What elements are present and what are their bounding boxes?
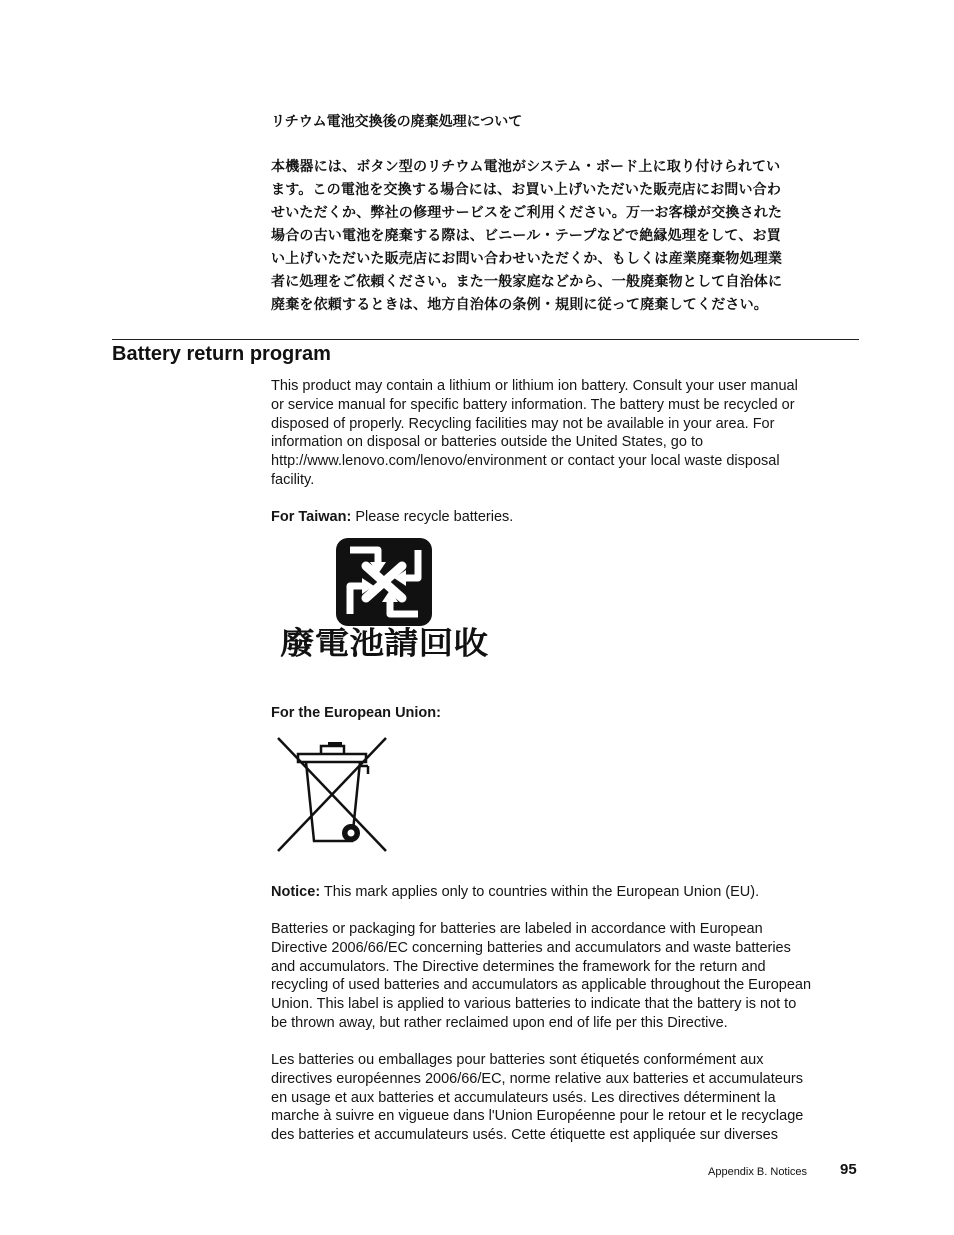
text-line: disposed of properly. Recycling facilities may not be available in your area. For (271, 415, 775, 432)
environment-link-line[interactable]: http://www.lenovo.com/lenovo/environment or contact your local waste disposal (271, 453, 780, 470)
eu-label: For the European Union: (271, 705, 441, 721)
page-number: 95 (840, 1161, 857, 1178)
text-line: en usage et aux batteries et accumulateurs usés. Les directives déterminent la (271, 1089, 776, 1106)
text-line: Les batteries ou emballages pour batteries sont étiquetés conformément aux (271, 1052, 764, 1068)
section-title: Battery return program (112, 343, 331, 365)
japanese-heading: リチウム電池交換後の廃棄処理について (271, 114, 523, 130)
text-line: せいただくか、弊社の修理サービスをご利用ください。万一お客様が交換された (271, 205, 783, 221)
eu-weee-logo (276, 736, 390, 859)
text-line: recycling of used batteries and accumulators as applicable throughout the European (271, 977, 812, 994)
text-line: or service manual for specific battery information. The battery must be recycled or (271, 396, 795, 413)
text-line: 本機器には、ボタン型のリチウム電池がシステム・ボード上に取り付けられてい (271, 159, 781, 175)
text-line: Union. This label is applied to various batteries to indicate that the battery is not to (271, 996, 797, 1013)
text-line: い上げいただいた販売店にお問い合わせいただくか、もしくは産業廃棄物処理業 (271, 251, 783, 267)
text-line: information on disposal or batteries outside the United States, go to (271, 434, 704, 451)
notice-label: Notice: (271, 884, 321, 900)
text-line: des batteries et accumulateurs usés. Cette étiquette est appliquée sur diverses (271, 1127, 778, 1144)
text-line: facility. (271, 471, 315, 488)
eu-paragraph (271, 704, 861, 723)
text-line: directives européennes 2006/66/EC, norme relative aux batteries et accumulateurs (271, 1070, 803, 1087)
crossed-out-wheelie-bin-icon (276, 736, 390, 854)
notice-text: This mark applies only to countries within the European Union (EU). (320, 884, 760, 900)
taiwan-paragraph (271, 508, 861, 527)
footer-section-label: Appendix B. Notices (708, 1166, 808, 1178)
french-paragraph (271, 1051, 861, 1145)
japanese-paragraph (271, 156, 861, 317)
section-divider (112, 339, 859, 340)
text-line: Directive 2006/66/EC concerning batteries and accumulators and waste batteries (271, 939, 791, 956)
taiwan-logo-caption: 廢電池請回收 (280, 626, 488, 661)
text-line: 者に処理をご依頼ください。また一般家庭などから、一般廃棄物として自治体に (271, 274, 783, 290)
text-line: This product may contain a lithium or lithium ion battery. Consult your user manual (271, 378, 798, 394)
taiwan-recycle-icon (278, 536, 493, 661)
notice-paragraph (271, 883, 861, 902)
intro-paragraph (271, 377, 861, 490)
text-line: marche à suivre en vigueue dans l'Union Européenne pour le retour et le recyclage (271, 1108, 804, 1125)
text-line: be thrown away, but rather reclaimed upon end of life per this Directive. (271, 1014, 728, 1031)
taiwan-label: For Taiwan: (271, 509, 352, 525)
taiwan-recycle-logo (278, 536, 493, 666)
text-line: 廃棄を依頼するときは、地方自治体の条例・規則に従って廃棄してください。 (271, 297, 768, 313)
taiwan-text: Please recycle batteries. (351, 509, 514, 525)
text-line: Batteries or packaging for batteries are labeled in accordance with European (271, 921, 763, 937)
text-line: and accumulators. The Directive determines the framework for the return and (271, 958, 766, 975)
text-line: ます。この電池を交換する場合には、お買い上げいただいた販売店にお問い合わ (271, 182, 782, 198)
directive-paragraph (271, 920, 861, 1033)
text-line: 場合の古い電池を廃棄する際は、ビニール・テープなどで絶縁処理をして、お買 (271, 228, 781, 244)
